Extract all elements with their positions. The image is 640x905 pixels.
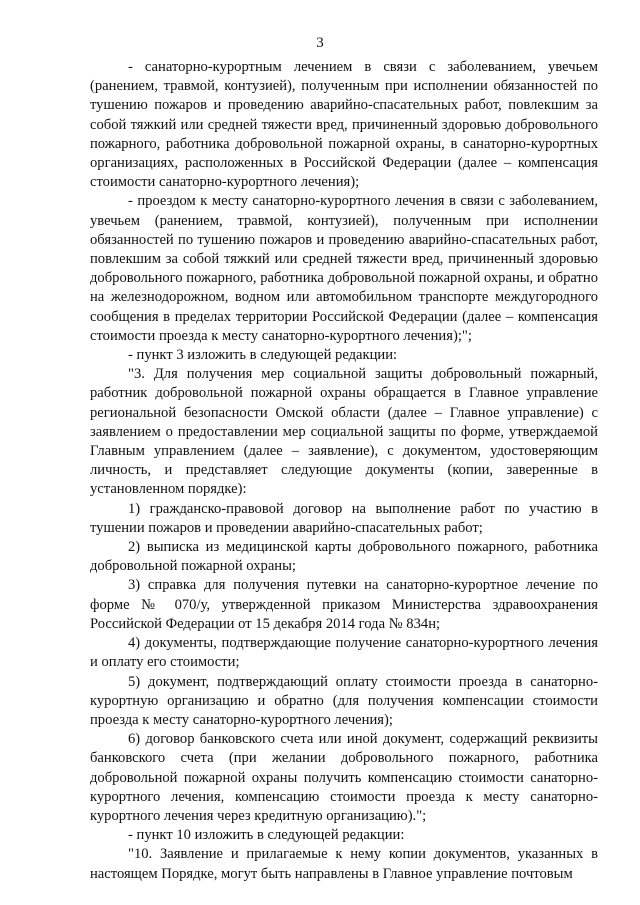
- paragraph-sanatorium-treatment: - санаторно-курортным лечением в связи с заболеванием, увечьем (ранением, травмой, контузией), полученным при исполнении обязанностей по тушению пожаров и проведению аварийно-спасательных работ, повлекшим за собой тяжкий или средней тяжести вред, причиненный здоровью добровольного пожарного, работника добровольной пожарной охраны, в санаторно-курортных организациях, расположенных в Российской Федерации (далее – компенсация стоимости санаторно-курортного лечения);: [90, 59, 598, 191]
- paragraph-point-10-intro: - пункт 10 изложить в следующей редакции:: [128, 827, 405, 844]
- document-body: [90, 58, 598, 884]
- paragraph-point-3-intro: - пункт 3 изложить в следующей редакции:: [128, 347, 398, 364]
- list-item-4: 4) документы, подтверждающие получение санаторно-курортного лечения и оплату его стоимости;: [90, 635, 598, 671]
- list-item-1: 1) гражданско-правовой договор на выполнение работ по участию в тушении пожаров и проведении аварийно-спасательных работ;: [90, 500, 598, 536]
- paragraph-point-3-text: "3. Для получения мер социальной защиты добровольный пожарный, работник добровольной пожарной охраны обращается в Главное управление региональной безопасности Омской области (далее – Главное управление) с заявлением о предоставлении мер социальной защиты по форме, утверждаемой Главным управлением (далее – заявление), с документом, удостоверяющим личность, и представляет следующие документы (копии, заверенные в установленном порядке):: [90, 366, 598, 498]
- list-item-6: 6) договор банковского счета или иной документ, содержащий реквизиты банковского счета (при желании добровольного пожарного, работника добровольной пожарной охраны получить компенсацию стоимости санаторно-курортного лечения, компенсацию стоимости проезда к месту санаторно-курортного лечения через кредитную организацию).";: [90, 731, 598, 824]
- paragraph-point-10-text: "10. Заявление и прилагаемые к нему копии документов, указанных в настоящем Порядке, могут быть направлены в Главное управление почтовым: [90, 846, 598, 882]
- paragraph-travel-compensation: - проездом к месту санаторно-курортного лечения в связи с заболеванием, увечьем (ранением, травмой, контузией), полученным при исполнении обязанностей по тушению пожаров и проведению аварийно-спасательных работ, повлекшим за собой тяжкий или средней тяжести вред, причиненный здоровью добровольного пожарного, работника добровольной пожарной охраны, и обратно на железнодорожном, водном или автомобильном транспорте междугородного сообщения в пределах территории Российской Федерации (далее – компенсация стоимости проезда к месту санаторно-курортного лечения);";: [90, 193, 598, 344]
- list-item-5: 5) документ, подтверждающий оплату стоимости проезда в санаторно-курортную организацию и обратно (для получения компенсации стоимости проезда к месту санаторно-курортного лечения);: [90, 673, 598, 728]
- page-number: 3: [316, 35, 324, 51]
- list-item-3: 3) справка для получения путевки на санаторно-курортное лечение по форме № 070/у, утвержденной приказом Министерства здравоохранения Российской Федерации от 15 декабря 2014 года № 834н;: [90, 577, 598, 632]
- list-item-2: 2) выписка из медицинской карты добровольного пожарного, работника добровольной пожарной охраны;: [90, 539, 598, 575]
